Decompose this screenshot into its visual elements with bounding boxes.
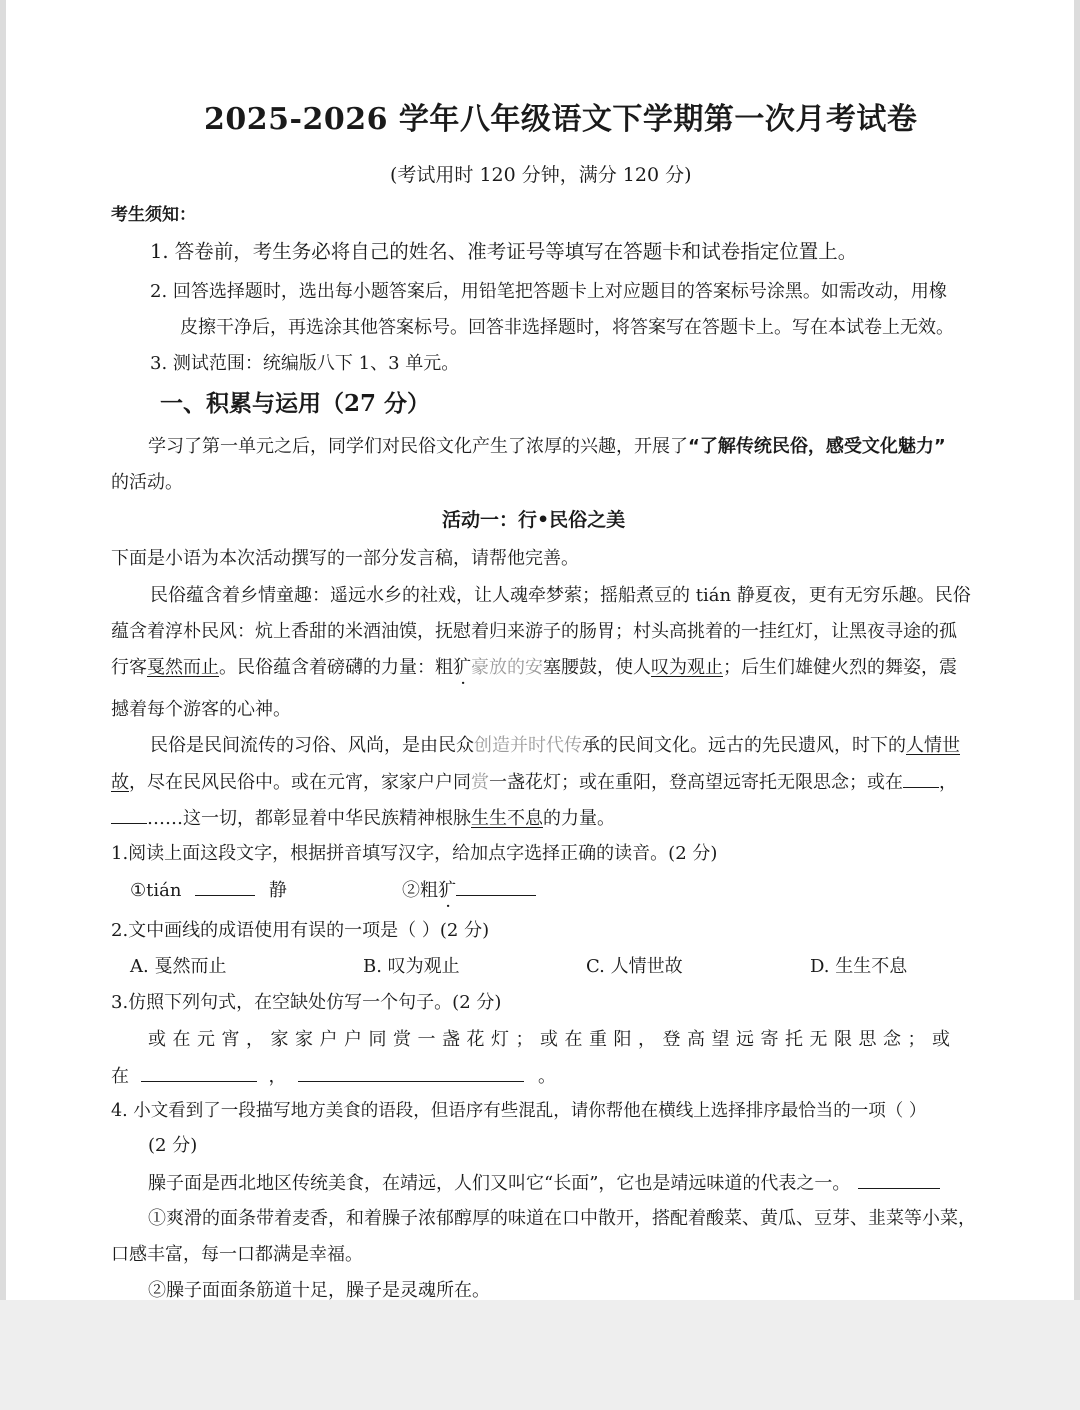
text-span: ， <box>939 772 957 793</box>
right-page-edge <box>1074 0 1080 1410</box>
q1-dotted-char: 犷 <box>438 880 456 901</box>
section-intro-line1 <box>148 434 946 460</box>
text-span: 在 <box>111 1066 129 1087</box>
q4-item-1-line2: 口感丰富，每一口都满是幸福。 <box>111 1244 363 1265</box>
dotted-char: 犷 <box>453 657 471 678</box>
idiom-underlined-c-end: 故 <box>111 772 129 793</box>
idiom-underlined-b: 叹为观止 <box>651 657 723 678</box>
idiom-underlined-d: 生生不息 <box>471 808 543 829</box>
q3-blank-a[interactable] <box>141 1063 257 1082</box>
q2-option-b[interactable]: B. 叹为观止 <box>363 956 460 977</box>
q4-item-1-line1: ①爽滑的面条带着麦香，和着臊子浓郁醇厚的味道在口中散开，搭配着酸菜、黄瓜、豆芽、韭菜等小菜， <box>148 1208 976 1229</box>
q1-char-a: 静 <box>268 880 287 901</box>
passage1-line4: 撼着每个游客的心神。 <box>111 699 291 720</box>
text-span: 承的民间文化。远古的先民遗风，时下的 <box>582 735 906 756</box>
question-1-answer-b <box>402 877 536 904</box>
question-1-answers <box>130 877 287 904</box>
text-span: 。民俗蕴含着磅礴的力量：粗 <box>219 657 453 678</box>
text-span: 臊子面是西北地区传统美食，在靖远，人们又叫它“长面”，它也是靖远味道的代表之一。 <box>148 1173 851 1194</box>
q3-blank-b[interactable] <box>298 1063 524 1082</box>
fill-blank[interactable] <box>903 769 939 788</box>
question-3-stem: 3.仿照下列句式，在空缺处仿写一个句子。(2 分) <box>111 992 502 1013</box>
question-4-stem: 4. 小文看到了一段描写地方美食的语段，但语序有些混乱，请你帮他在横线上选择排序最恰当的一项（ ） <box>111 1101 927 1121</box>
text-span: 塞腰鼓，使人 <box>543 657 651 678</box>
idiom-underlined-a: 戛然而止 <box>147 657 219 678</box>
q1-blank-a[interactable] <box>195 877 255 896</box>
passage1-line1: 民俗蕴含着乡情童趣：遥远水乡的社戏，让人魂牵梦萦；摇船煮豆的 tián 静夏夜，更有无穷乐趣。民俗 <box>150 585 971 606</box>
q4-item-2: ②臊子面面条筋道十足，臊子是灵魂所在。 <box>148 1280 490 1301</box>
passage1-line2: 蕴含着淳朴民风：炕上香甜的米酒油馍，抚慰着归来游子的肠胃；村头高挑着的一挂红灯，让黑夜寻途的孤 <box>111 621 957 642</box>
notice-item-3: 3. 测试范围：统编版八下 1、3 单元。 <box>150 353 460 374</box>
question-1-stem: 1.阅读上面这段文字，根据拼音填写汉字，给加点字选择正确的读音。(2 分) <box>111 843 718 864</box>
question-3-model: 或在元宵，家家户户同赏一盏花灯；或在重阳，登高望远寄托无限思念；或 <box>148 1029 957 1050</box>
exam-title: 2025-2026 学年八年级语文下学期第一次月考试卷 <box>204 102 918 137</box>
idiom-underlined-c: 人情世 <box>906 735 960 756</box>
notice-item-2-cont: 皮擦干净后，再选涂其他答案标号。回答非选择题时，将答案写在答题卡上。写在本试卷上无效。 <box>180 317 954 338</box>
activity-title: 活动一：行•民俗之美 <box>442 509 626 531</box>
section-intro-line2: 的活动。 <box>111 472 183 493</box>
passage2-line1 <box>150 733 960 759</box>
notice-label: 考生须知： <box>111 205 196 225</box>
exam-subtitle: (考试用时 120 分钟，满分 120 分) <box>390 164 692 186</box>
faded-text: 赏 <box>471 772 489 793</box>
q2-option-a[interactable]: A. 戛然而止 <box>130 956 227 977</box>
left-page-edge <box>0 0 6 1410</box>
bottom-shadow <box>0 1300 1080 1410</box>
fill-blank[interactable] <box>111 805 147 824</box>
text-span: 民俗是民间流传的习俗、风尚，是由民众 <box>150 735 474 756</box>
activity-lead: 下面是小语为本次活动撰写的一部分发言稿，请帮他完善。 <box>111 548 579 569</box>
text-span: ，尽在民风民俗中。或在元宵，家家户户同 <box>129 772 471 793</box>
q4-blank[interactable] <box>858 1170 940 1189</box>
q1-label-b: ②粗 <box>402 880 438 901</box>
text-span: ， <box>268 1066 287 1087</box>
text-span: 的力量。 <box>543 808 615 829</box>
faded-text: 豪放的安 <box>471 657 543 678</box>
intro-activity-name: “了解传统民俗，感受文化魅力” <box>688 436 946 457</box>
q1-label-a: ①tián <box>130 880 182 901</box>
intro-text: 学习了第一单元之后，同学们对民俗文化产生了浓厚的兴趣，开展了 <box>148 436 688 457</box>
question-4-points: (2 分) <box>148 1135 198 1156</box>
text-span: 一盏花灯；或在重阳，登高望远寄托无限思念；或在 <box>489 772 903 793</box>
notice-item-1: 1. 答卷前，考生务必将自己的姓名、准考证号等填写在答题卡和试卷指定位置上。 <box>150 240 858 263</box>
q2-option-c[interactable]: C. 人情世故 <box>586 956 683 977</box>
passage2-line3 <box>111 805 615 832</box>
question-2-stem: 2.文中画线的成语使用有误的一项是（ ）(2 分) <box>111 920 490 941</box>
question-3-answer-line <box>111 1063 556 1090</box>
notice-item-2: 2. 回答选择题时，选出每小题答案后，用铅笔把答题卡上对应题目的答案标号涂黑。如需改动，用橡 <box>150 281 947 302</box>
passage1-line3 <box>111 655 957 681</box>
q1-blank-b[interactable] <box>456 877 536 896</box>
text-span: 。 <box>537 1066 556 1087</box>
faded-text: 创造并时代传 <box>474 735 582 756</box>
q2-option-d[interactable]: D. 生生不息 <box>810 956 908 977</box>
text-span: ；后生们雄健火烈的舞姿，震 <box>723 657 957 678</box>
question-4-intro <box>148 1170 940 1197</box>
section-heading: 一、积累与运用（27 分） <box>160 390 431 417</box>
text-span: ……这一切，都彰显着中华民族精神根脉 <box>147 808 471 829</box>
passage2-line2 <box>111 769 957 796</box>
text-span: 行客 <box>111 657 147 678</box>
